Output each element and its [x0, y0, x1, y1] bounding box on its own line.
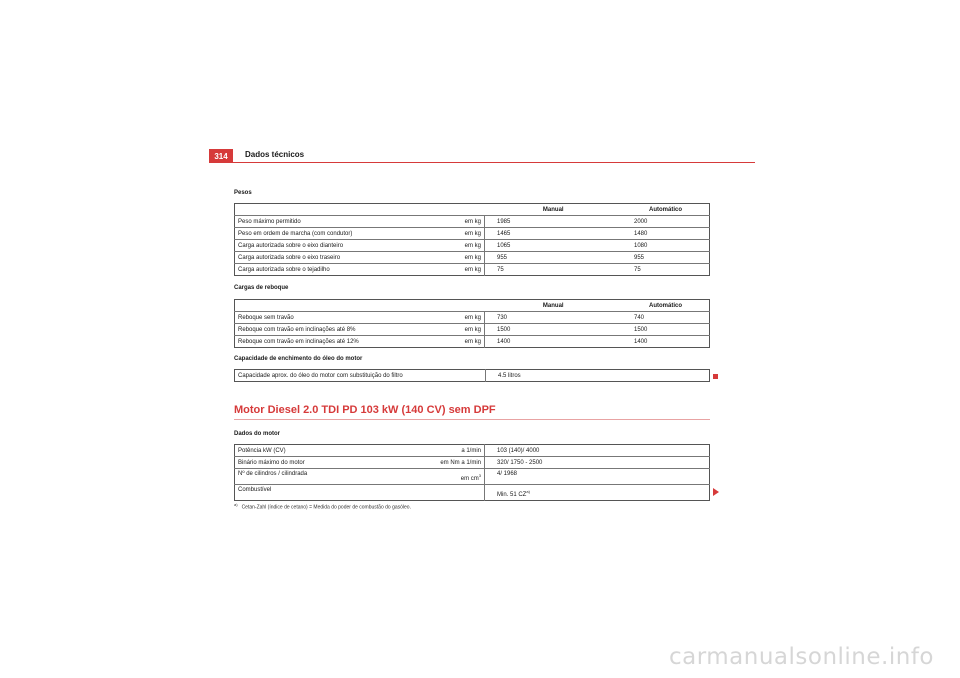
- footnote-mark: a): [234, 502, 238, 507]
- table-row: [235, 469, 710, 485]
- row-unit: em kg: [378, 264, 485, 276]
- table-row: [235, 312, 710, 324]
- value-automatico: 740: [622, 312, 710, 324]
- watermark: carmanualsonline.info: [668, 644, 934, 670]
- value-automatico: 2000: [622, 216, 710, 228]
- table-row: [235, 370, 710, 382]
- footnote-reference: a): [526, 489, 530, 494]
- column-header-automatico: Automático: [622, 204, 710, 216]
- row-unit: em kg: [378, 324, 485, 336]
- value-manual: 1465: [485, 228, 623, 240]
- value-manual: 730: [485, 312, 623, 324]
- row-unit: em kg: [378, 336, 485, 348]
- section-heading-motor: Dados do motor: [234, 431, 280, 437]
- value-automatico: 1500: [622, 324, 710, 336]
- row-unit: em kg: [378, 216, 485, 228]
- continue-arrow-icon: [713, 488, 719, 496]
- column-header-automatico: Automático: [622, 300, 710, 312]
- value-automatico: 1080: [622, 240, 710, 252]
- section-end-marker: [713, 374, 718, 379]
- table-header-row: [235, 204, 710, 216]
- table-row: [235, 336, 710, 348]
- table-row: [235, 252, 710, 264]
- towing-table: [234, 299, 710, 348]
- row-value: 4/ 1968: [485, 469, 710, 485]
- row-label: Peso em ordem de marcha (com condutor): [235, 228, 379, 240]
- unit-superscript: 3: [478, 473, 481, 478]
- table-row: [235, 264, 710, 276]
- chapter-divider: [234, 419, 710, 420]
- row-value: [485, 485, 710, 501]
- row-label: Peso máximo permitido: [235, 216, 379, 228]
- value-manual: 1065: [485, 240, 623, 252]
- value-manual: 1500: [485, 324, 623, 336]
- row-unit: em Nm a 1/min: [378, 457, 485, 469]
- row-unit: em kg: [378, 228, 485, 240]
- row-unit: a 1/min: [378, 445, 485, 457]
- table-row: [235, 240, 710, 252]
- table-row: [235, 445, 710, 457]
- row-label: Potência kW (CV): [235, 445, 379, 457]
- row-label: Binário máximo do motor: [235, 457, 379, 469]
- value-manual: 1985: [485, 216, 623, 228]
- oil-capacity-table: [234, 369, 710, 382]
- value-automatico: 1400: [634, 338, 648, 345]
- row-value: 4.5 litros: [498, 372, 521, 379]
- value-manual: 1400: [497, 338, 511, 345]
- header-divider: [209, 162, 755, 163]
- value-text: Min. 51 CZ: [497, 492, 527, 498]
- chapter-title: Motor Diesel 2.0 TDI PD 103 kW (140 CV) sem DPF: [234, 404, 496, 416]
- table-row: [235, 457, 710, 469]
- section-heading-pesos: Pesos: [234, 190, 252, 196]
- value-automatico: 1480: [622, 228, 710, 240]
- row-label: Carga autorizada sobre o eixo traseiro: [235, 252, 379, 264]
- table-row: [235, 228, 710, 240]
- row-label: Carga autorizada sobre o tejadilho: [238, 266, 330, 273]
- row-value: 320/ 1750 - 2500: [485, 457, 710, 469]
- section-heading-oleo: Capacidade de enchimento do óleo do motor: [234, 356, 363, 362]
- row-unit: [378, 485, 485, 501]
- footnote: [234, 502, 411, 511]
- row-label: Capacidade aprox. do óleo do motor com substituição do filtro: [235, 370, 486, 382]
- row-label: Nº de cilindros / cilindrada: [235, 469, 379, 485]
- unit-text: em cm: [460, 476, 479, 482]
- table-row: [235, 216, 710, 228]
- row-value: 103 (140)/ 4000: [485, 445, 710, 457]
- row-label: Carga autorizada sobre o eixo dianteiro: [235, 240, 379, 252]
- row-label: Reboque sem travão: [235, 312, 379, 324]
- page-number: 314: [209, 149, 233, 163]
- value-manual: 955: [485, 252, 623, 264]
- value-automatico: 955: [622, 252, 710, 264]
- page-header-title: Dados técnicos: [245, 150, 305, 159]
- footnote-text: Cetan-Zahl (índice de cetano) = Medida do poder de combustão do gasóleo.: [241, 504, 411, 511]
- table-header-row: [235, 300, 710, 312]
- value-manual: 75: [497, 266, 504, 273]
- column-header-manual: Manual: [485, 204, 623, 216]
- row-unit: [378, 469, 485, 485]
- weights-table: [234, 203, 710, 276]
- row-label: Reboque com travão em inclinações até 12%: [238, 338, 359, 345]
- engine-data-table: [234, 444, 710, 501]
- row-label: Combustível: [238, 487, 272, 493]
- section-heading-reboque: Cargas de reboque: [234, 285, 289, 291]
- row-label: Reboque com travão em inclinações até 8%: [235, 324, 379, 336]
- table-row: [235, 485, 710, 501]
- row-unit: em kg: [378, 240, 485, 252]
- row-unit: em kg: [378, 252, 485, 264]
- column-header-manual: Manual: [485, 300, 623, 312]
- value-automatico: 75: [634, 266, 641, 273]
- row-unit: em kg: [378, 312, 485, 324]
- table-row: [235, 324, 710, 336]
